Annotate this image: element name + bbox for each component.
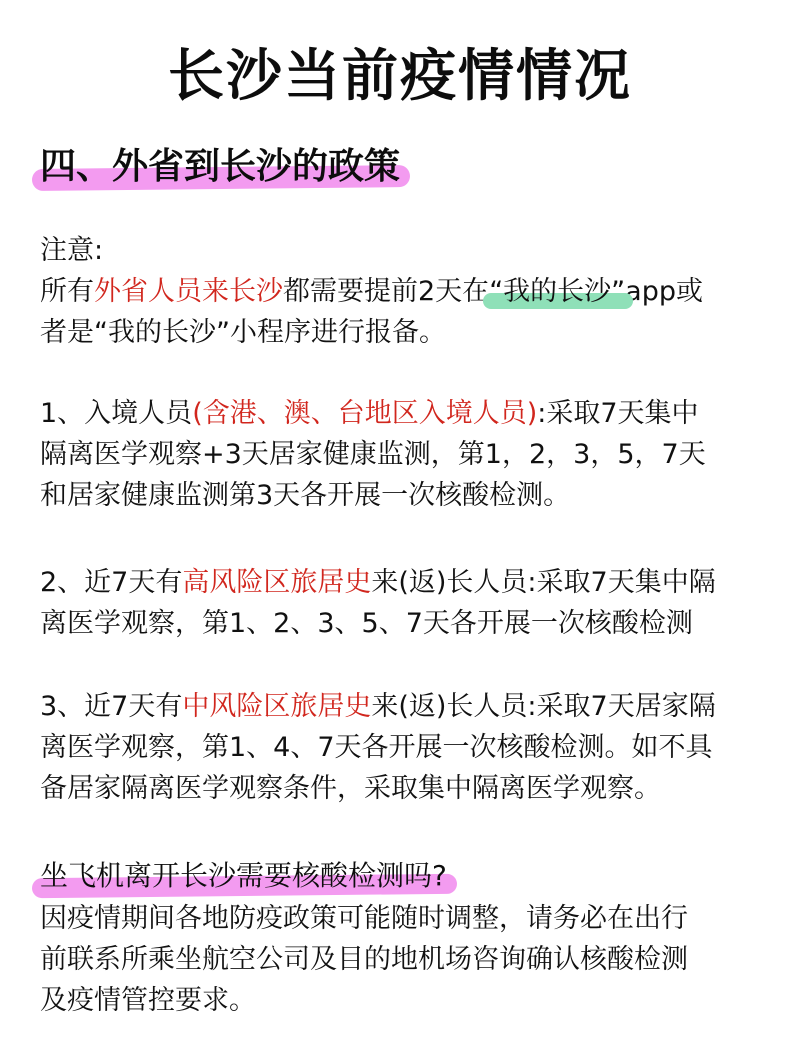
- item1-line-3: 和居家健康监测第3天各开展一次核酸检测。: [40, 480, 571, 511]
- item1-red-text: (含港、澳、台地区入境人员): [192, 398, 538, 429]
- item2-line-1: [40, 562, 760, 603]
- note-text: 所有: [40, 276, 94, 307]
- note-green-highlight: “我的长沙”: [489, 276, 626, 307]
- item2-line-2: 离医学观察，第1、2、3、5、7天各开展一次核酸检测: [40, 608, 693, 639]
- page-title: 长沙当前疫情情况: [168, 44, 632, 109]
- item1-text: :采取7天集中: [537, 398, 699, 429]
- policy-item-2: [40, 562, 760, 644]
- item3-text: 来(返)长人员:采取7天居家隔: [371, 691, 716, 722]
- note-line-1: [40, 271, 760, 312]
- note-label: 注意:: [40, 235, 104, 266]
- item2-text: 来(返)长人员:采取7天集中隔: [371, 567, 716, 598]
- item3-line-2: 离医学观察，第1、4、7天各开展一次核酸检测。如不具: [40, 732, 713, 763]
- item3-red-text: 中风险区旅居史: [182, 691, 372, 722]
- note-text: 都需要提前2天在: [283, 276, 490, 307]
- item2-red-text: 高风险区旅居史: [182, 567, 372, 598]
- item3-line-3: 备居家隔离医学观察条件，采取集中隔离医学观察。: [40, 773, 661, 804]
- note-text: app或: [625, 276, 703, 307]
- answer-line-2: 前联系所乘坐航空公司及目的地机场咨询确认核酸检测: [40, 944, 688, 975]
- policy-item-3: [40, 686, 760, 809]
- note-line-2: 者是“我的长沙”小程序进行报备。: [40, 317, 446, 348]
- section-heading: [40, 143, 400, 191]
- item3-text: 3、近7天有: [40, 691, 183, 722]
- question-answer: [40, 898, 760, 1021]
- item3-line-1: [40, 686, 760, 727]
- item1-line-1: [40, 393, 760, 434]
- note-red-text: 外省人员来长沙: [94, 276, 283, 307]
- item1-text: 1、入境人员: [40, 398, 193, 429]
- policy-item-1: [40, 393, 760, 516]
- question-heading-text: 坐飞机离开长沙需要核酸检测吗?: [40, 856, 447, 896]
- section-heading-text: 四、外省到长沙的政策: [40, 143, 400, 191]
- item2-text: 2、近7天有: [40, 567, 183, 598]
- answer-line-1: 因疫情期间各地防疫政策可能随时调整，请务必在出行: [40, 903, 688, 934]
- answer-line-3: 及疫情管控要求。: [40, 985, 256, 1016]
- item1-line-2: 隔离医学观察+3天居家健康监测，第1，2，3，5，7天: [40, 439, 706, 470]
- note-block: [40, 230, 760, 353]
- question-heading: [40, 856, 447, 896]
